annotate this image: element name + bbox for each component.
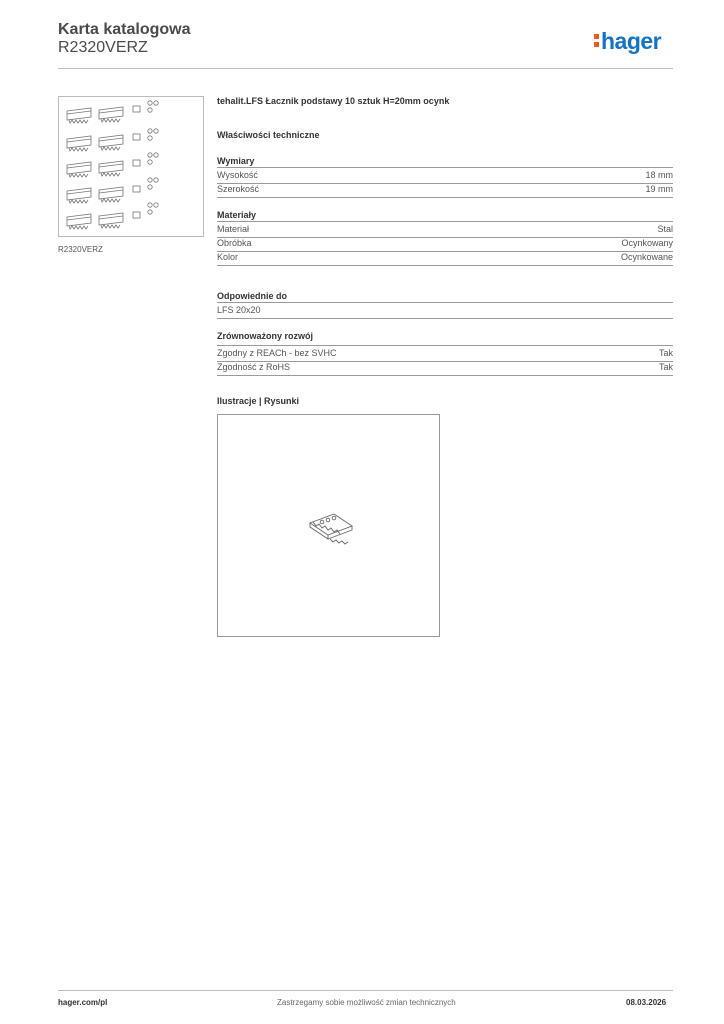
materials-divider	[217, 221, 673, 222]
spec-label: Materiał	[217, 224, 250, 234]
spec-value: Tak	[658, 348, 673, 358]
spec-row-reach	[217, 347, 673, 362]
suitable-divider	[217, 302, 673, 303]
technical-properties-heading: Właściwości techniczne	[217, 130, 320, 140]
suitable-for-heading: Odpowiednie do	[217, 291, 287, 301]
materials-heading: Materiały	[217, 210, 257, 220]
spec-value: 19 mm	[645, 184, 673, 194]
connector-set-illustration	[59, 97, 203, 236]
product-description: tehalit.LFS Łacznik podstawy 10 sztuk H=20mm ocynk	[217, 96, 450, 106]
connector-drawing-illustration	[218, 415, 439, 636]
spec-label: Obróbka	[217, 238, 252, 248]
spec-row-suitable	[217, 304, 673, 319]
footer-divider	[58, 990, 673, 991]
spec-label: LFS 20x20	[217, 305, 261, 315]
spec-row-color	[217, 251, 673, 266]
spec-value: Stal	[657, 224, 673, 234]
hager-logo	[594, 28, 661, 55]
spec-row-material	[217, 223, 673, 238]
spec-row-finish	[217, 237, 673, 252]
spec-value: 18 mm	[645, 170, 673, 180]
spec-row-width	[217, 183, 673, 198]
logo-dots-icon	[594, 34, 599, 50]
logo-text: hager	[601, 28, 662, 54]
spec-value: Tak	[658, 362, 673, 372]
spec-label: Wysokość	[217, 170, 258, 180]
spec-row-rohs	[217, 361, 673, 376]
footer-disclaimer: Zastrzegamy sobie możliwość zmian technicznych	[277, 998, 456, 1007]
sustainability-heading: Zrównoważony rozwój	[217, 331, 313, 341]
product-image-caption: R2320VERZ	[58, 245, 103, 254]
product-code: R2320VERZ	[58, 39, 148, 56]
spec-label: Zgodność z RoHS	[217, 362, 291, 372]
technical-drawing	[217, 414, 440, 637]
spec-row-height	[217, 169, 673, 184]
product-image	[58, 96, 204, 237]
dimensions-divider	[217, 167, 673, 168]
dimensions-heading: Wymiary	[217, 156, 255, 166]
document-title: Karta katalogowa	[58, 21, 191, 38]
spec-label: Szerokość	[217, 184, 260, 194]
footer-website-link[interactable]: hager.com/pl	[58, 998, 108, 1007]
spec-value: Ocynkowane	[620, 252, 673, 262]
footer-date: 08.03.2026	[626, 998, 667, 1007]
sustainability-divider	[217, 345, 673, 346]
header-divider	[58, 68, 673, 69]
spec-value: Ocynkowany	[621, 238, 673, 248]
spec-label: Zgodny z REACh - bez SVHC	[217, 348, 337, 358]
illustrations-heading: Ilustracje | Rysunki	[217, 396, 300, 406]
spec-label: Kolor	[217, 252, 239, 262]
